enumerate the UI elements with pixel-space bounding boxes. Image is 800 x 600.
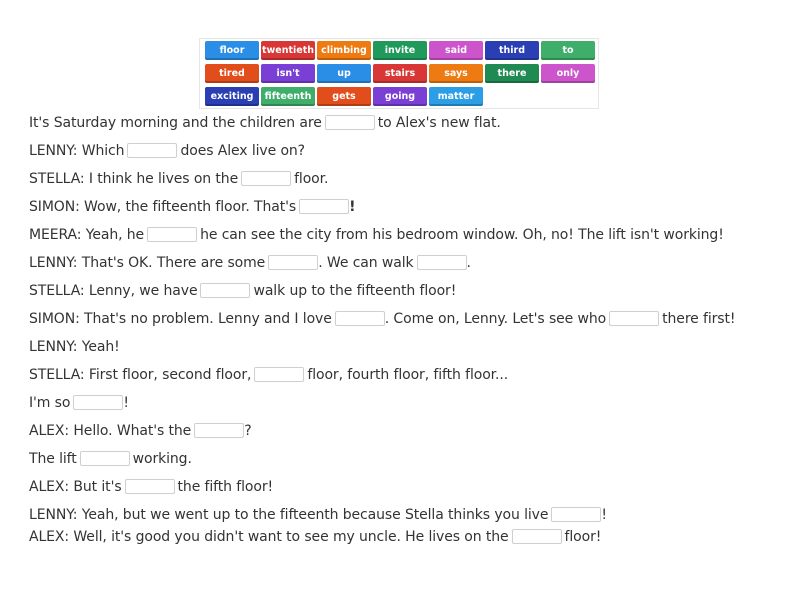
word-tile[interactable]: there [485, 64, 539, 83]
text-segment: SIMON: Wow, the fifteenth floor. That's [29, 199, 297, 215]
word-tile[interactable]: going [373, 87, 427, 106]
story-line-16 [29, 528, 601, 546]
text-segment: It's Saturday morning and the children are [29, 115, 322, 131]
story-line-4 [29, 198, 355, 216]
text-segment: STELLA: First floor, second floor, [29, 367, 252, 383]
text-segment: . Come on, Lenny. Let's see who [384, 311, 607, 327]
answer-blank[interactable] [417, 255, 467, 270]
word-tile[interactable]: tired [205, 64, 259, 83]
text-segment: STELLA: I think he lives on the [29, 171, 239, 187]
text-segment: floor! [564, 529, 602, 545]
story-line-11 [29, 394, 129, 412]
answer-blank[interactable] [325, 115, 375, 130]
text-segment: MEERA: Yeah, he [29, 227, 145, 243]
word-tile[interactable]: only [541, 64, 595, 83]
word-tile[interactable]: floor [205, 41, 259, 60]
answer-blank[interactable] [241, 171, 291, 186]
word-tile[interactable]: invite [373, 41, 427, 60]
text-segment: to Alex's new flat. [377, 115, 501, 131]
story-line-8 [29, 310, 735, 328]
story-line-15 [29, 506, 607, 524]
text-segment: STELLA: Lenny, we have [29, 283, 198, 299]
word-tile[interactable]: third [485, 41, 539, 60]
text-segment: there first! [662, 311, 736, 327]
text-segment: I'm so [29, 395, 71, 411]
word-tile[interactable]: says [429, 64, 483, 83]
text-segment: ? [244, 423, 252, 439]
word-tile[interactable]: to [541, 41, 595, 60]
text-segment: . [466, 255, 471, 271]
text-segment: ! [123, 395, 129, 411]
answer-blank[interactable] [512, 529, 562, 544]
text-segment: floor, fourth floor, fifth floor... [307, 367, 509, 383]
word-tile[interactable]: gets [317, 87, 371, 106]
story-line-5 [29, 226, 724, 244]
text-segment: working. [132, 451, 192, 467]
text-segment: LENNY: That's OK. There are some [29, 255, 266, 271]
answer-blank[interactable] [299, 199, 349, 214]
text-segment: SIMON: That's no problem. Lenny and I love [29, 311, 332, 327]
story-line-1 [29, 114, 501, 132]
answer-blank[interactable] [125, 479, 175, 494]
text-segment: ALEX: But it's [29, 479, 122, 495]
text-segment: ! [349, 199, 356, 215]
story-line-13 [29, 450, 192, 468]
text-segment: floor. [294, 171, 329, 187]
story-line-14 [29, 478, 273, 496]
word-tile[interactable]: fifteenth [261, 87, 315, 106]
answer-blank[interactable] [80, 451, 130, 466]
text-segment: does Alex live on? [180, 143, 306, 159]
answer-blank[interactable] [254, 367, 304, 382]
story-line-2 [29, 142, 305, 160]
word-bank [199, 38, 599, 109]
text-segment: ALEX: Hello. What's the [29, 423, 192, 439]
word-tile[interactable]: twentieth [261, 41, 315, 60]
word-tile[interactable]: isn't [261, 64, 315, 83]
answer-blank[interactable] [200, 283, 250, 298]
word-tile[interactable]: stairs [373, 64, 427, 83]
answer-blank[interactable] [609, 311, 659, 326]
answer-blank[interactable] [127, 143, 177, 158]
text-segment: LENNY: Yeah, but we went up to the fifteenth because Stella thinks you live [29, 507, 549, 523]
word-tile[interactable]: matter [429, 87, 483, 106]
story-line-10 [29, 366, 508, 384]
answer-blank[interactable] [194, 423, 244, 438]
text-segment: he can see the city from his bedroom window. Oh, no! The lift isn't working! [200, 227, 724, 243]
story-line-6 [29, 254, 471, 272]
story-line-9 [29, 338, 120, 356]
text-segment: the fifth floor! [177, 479, 273, 495]
story-line-12 [29, 422, 252, 440]
word-tile[interactable]: exciting [205, 87, 259, 106]
text-segment: walk up to the fifteenth floor! [253, 283, 457, 299]
word-tile[interactable]: climbing [317, 41, 371, 60]
text-segment: . We can walk [318, 255, 414, 271]
story-line-3 [29, 170, 328, 188]
text-segment: The lift [29, 451, 77, 467]
text-segment: ! [601, 507, 607, 523]
word-tile[interactable]: said [429, 41, 483, 60]
text-segment: ALEX: Well, it's good you didn't want to see my uncle. He lives on the [29, 529, 509, 545]
text-segment: LENNY: Yeah! [29, 339, 120, 355]
story-line-7 [29, 282, 456, 300]
answer-blank[interactable] [268, 255, 318, 270]
answer-blank[interactable] [73, 395, 123, 410]
word-tile[interactable]: up [317, 64, 371, 83]
answer-blank[interactable] [551, 507, 601, 522]
answer-blank[interactable] [335, 311, 385, 326]
answer-blank[interactable] [147, 227, 197, 242]
text-segment: LENNY: Which [29, 143, 125, 159]
